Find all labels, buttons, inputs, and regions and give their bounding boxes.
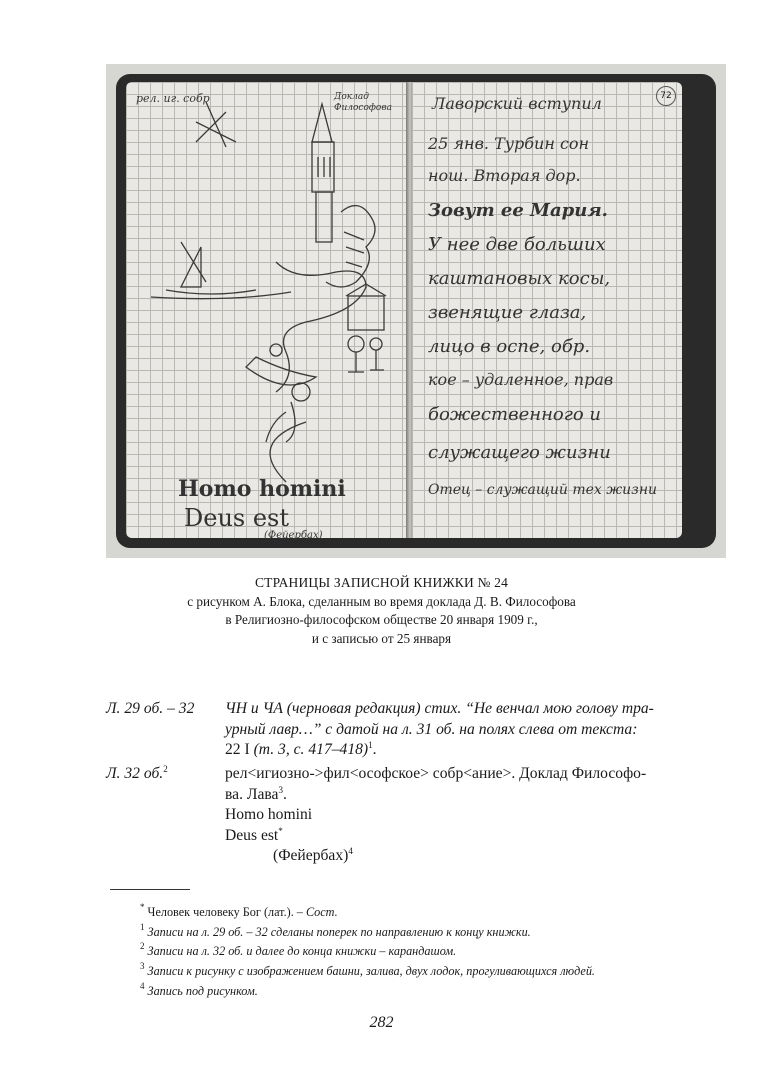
handwritten-line: служащего жизни	[428, 442, 611, 463]
footnote	[140, 903, 595, 923]
footnote	[140, 942, 595, 962]
footnote-ref: *	[278, 825, 283, 836]
footnote-text: – Сост.	[293, 905, 338, 919]
handwritten-line: Отец – служащий тех жизни	[428, 482, 658, 498]
entry-fragment: ва. Лава	[225, 785, 279, 803]
entry-line: рел<игиозно->фил<ософское> собр<ание>. Доклад Философо-	[225, 765, 647, 782]
handwritten-line: божественного и	[428, 404, 602, 425]
footnote-text: Запись под рисунком.	[147, 983, 258, 998]
notebook-photo	[106, 64, 726, 558]
pencil-sketch	[126, 82, 408, 538]
footnotes	[140, 903, 595, 1002]
handwritten-line: нош. Вторая дор.	[428, 166, 581, 185]
footnote-ref: 2	[163, 764, 168, 774]
entry-line	[225, 826, 733, 847]
entry-ref-text: Л. 32 об.	[106, 765, 164, 782]
page-number-circle: 72	[656, 86, 676, 106]
footnote-mark: 2	[140, 941, 145, 952]
sketch-note-rel: рел. иг. собр	[136, 92, 210, 105]
entry-line: ЧН и ЧА (черновая редакция) стих. “Не венчал мою голову тра-	[225, 700, 654, 717]
caption-line: в Религиозно-философском обществе 20 января 1909 г.,	[225, 612, 538, 627]
entry-text	[225, 699, 733, 761]
footnote-text: Человек человеку Бог (лат.).	[147, 905, 294, 919]
handwritten-line: кое – удаленное, прав	[428, 370, 614, 389]
sketch-feuerbach: (Фейербах)	[264, 530, 323, 541]
entry-line	[225, 740, 733, 761]
entry-ref: Л. 29 об. – 32	[106, 700, 195, 717]
entry-fragment: (т. 3, с. 417–418)	[253, 741, 369, 758]
caption-line: с рисунком А. Блока, сделанным во время доклада Д. В. Философова	[187, 593, 576, 609]
handwritten-line: Зовут ее Мария.	[428, 200, 608, 221]
footnote	[140, 982, 595, 1002]
footnote	[140, 923, 595, 943]
footnote-ref: 1	[368, 740, 373, 750]
entry-fragment: 22 I	[225, 741, 254, 758]
handwritten-line: лицо в оспе, обр.	[428, 336, 591, 357]
entry-line: Homo homini	[225, 806, 313, 823]
footnote-mark: 3	[140, 961, 145, 972]
notebook-left-page	[126, 82, 408, 541]
footnote-ref: 3	[278, 784, 283, 795]
handwritten-line: звенящие глаза,	[428, 302, 587, 323]
sketch-homo: Homo homini	[178, 476, 346, 502]
footnote-text: Записи на л. 32 об. и далее до конца книжки – карандашом.	[147, 944, 457, 959]
entry-fragment: Deus est	[225, 826, 279, 844]
handwritten-line: 25 янв. Турбин сон	[428, 134, 590, 153]
notebook-right-page	[412, 82, 682, 538]
photo-caption	[0, 574, 763, 648]
caption-line: и с записью от 25 января	[311, 630, 452, 646]
entry-fragment: (Фейербах)	[273, 847, 349, 864]
sketch-deus: Deus est	[184, 504, 290, 532]
page-number: 282	[369, 1014, 394, 1031]
footnote-text: Записи к рисунку с изображением башни, залива, двух лодок, прогуливающихся людей.	[147, 964, 595, 979]
caption-title: СТРАНИЦЫ ЗАПИСНОЙ КНИЖКИ № 24	[254, 575, 509, 590]
footnote-rule	[110, 889, 190, 890]
notebook-cover	[116, 74, 716, 548]
entry-line: урный лавр…” с датой на л. 31 об. на полях слева от текста:	[225, 720, 638, 738]
footnote	[140, 962, 595, 982]
footnote-ref: 4	[348, 846, 353, 856]
handwritten-line: У нее две больших	[428, 234, 606, 255]
entry-line	[225, 785, 733, 806]
footnote-mark: 1	[140, 921, 145, 932]
entry-fragment: .	[372, 741, 377, 758]
sketch-note-filosofov: Доклад Философова	[334, 92, 392, 113]
handwritten-line: Лаворский вступил	[432, 94, 602, 113]
entry-ref	[106, 764, 168, 785]
footnote-text: Записи на л. 29 об. – 32 сделаны поперек по направлению к концу книжки.	[147, 924, 531, 939]
entry-line	[225, 846, 733, 867]
entry-text	[225, 764, 733, 867]
footnote-mark: *	[140, 902, 145, 912]
entry-fragment: .	[282, 785, 287, 803]
handwritten-line: каштановых косы,	[428, 268, 611, 289]
footnote-mark: 4	[140, 980, 145, 991]
